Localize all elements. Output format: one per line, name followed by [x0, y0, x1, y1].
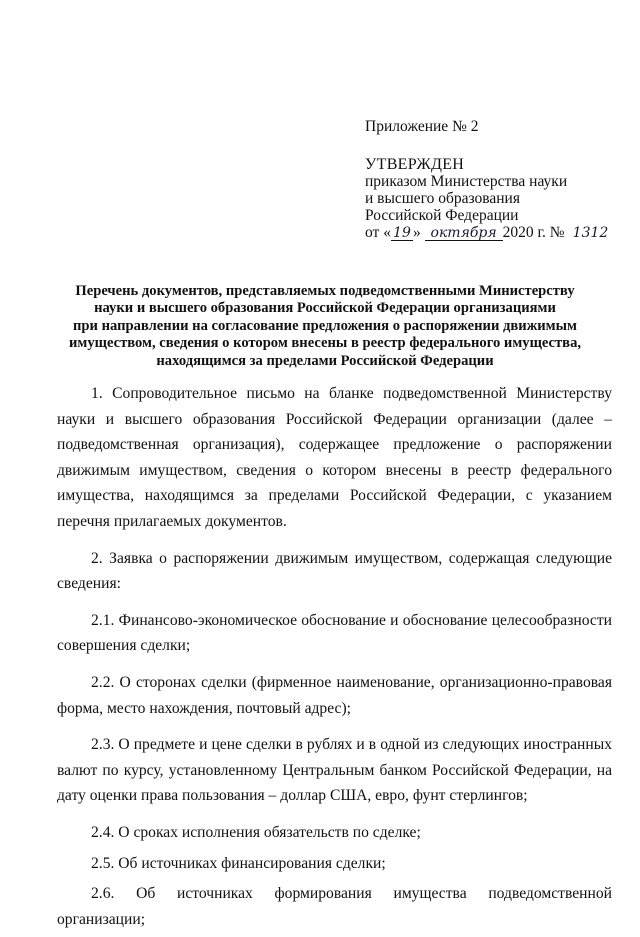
paragraph-1: 1. Сопроводительное письмо на бланке подведомственной Министерству науки и высшего образования Российской Федерации организации (далее – подведомственная организация), содержащее предложение о распоряжении движимым имуществом, сведения о котором внесены в реестр федерального имущества, находящимся за пределами Российской Федерации, с указанием перечня прилагаемых документов.	[57, 385, 612, 530]
paragraph-2-3: 2.3. О предмете и цене сделки в рублях и в одной из следующих иностранных валют по курсу, установленному Центральным банком Российской Федерации, на дату оценки права пользования – доллар США, евро, фунт стерлингов;	[57, 736, 612, 805]
approved-heading: УТВЕРЖДЕН	[365, 156, 465, 173]
paragraph-2-4: 2.4. О сроках исполнения обязательств по сделке;	[91, 823, 421, 841]
paragraph-2-2: 2.2. О сторонах сделки (фирменное наименование, организационно-правовая форма, место нахождения, почтовый адрес);	[57, 673, 612, 717]
document-title	[40, 283, 610, 370]
order-number-handwritten: 1312	[572, 225, 609, 241]
title-line-3: при направлении на согласование предложения о распоряжении движимым	[73, 317, 577, 334]
paragraph-2-1: 2.1. Финансово-экономическое обоснование и обоснование целесообразности совершения сделки;	[57, 611, 612, 655]
order-year: 2020 г. №	[502, 224, 565, 241]
title-line-5: находящимся за пределами Российской Федерации	[156, 352, 494, 369]
title-line-1: Перечень документов, представляемых подведомственными Министерству	[75, 283, 575, 299]
appendix-label: Приложение № 2	[365, 118, 479, 135]
document-body	[57, 381, 612, 937]
approval-line-2: и высшего образования	[365, 190, 520, 207]
paragraph-2-6: 2.6. Об источниках формирования имущества подведомственной организации;	[57, 885, 612, 928]
title-line-4: имуществом, сведения о котором внесены в реестр федерального имущества,	[68, 335, 582, 352]
paragraph-2: 2. Заявка о распоряжении движимым имуществом, содержащая следующие сведения:	[57, 549, 612, 593]
paragraph-2-5: 2.5. Об источниках финансирования сделки;	[91, 854, 386, 872]
approval-line-3: Российской Федерации	[365, 207, 519, 224]
approval-line-1: приказом Министерства науки	[365, 173, 568, 190]
order-date-line	[365, 224, 635, 241]
order-month-handwritten: октября	[425, 226, 503, 241]
title-line-2: науки и высшего образования Российской Федерации организациями	[94, 300, 556, 317]
order-day-handwritten: 19	[391, 226, 413, 241]
approval-block	[365, 118, 635, 241]
order-prefix: от «	[365, 224, 391, 241]
order-mid: »	[412, 224, 421, 241]
